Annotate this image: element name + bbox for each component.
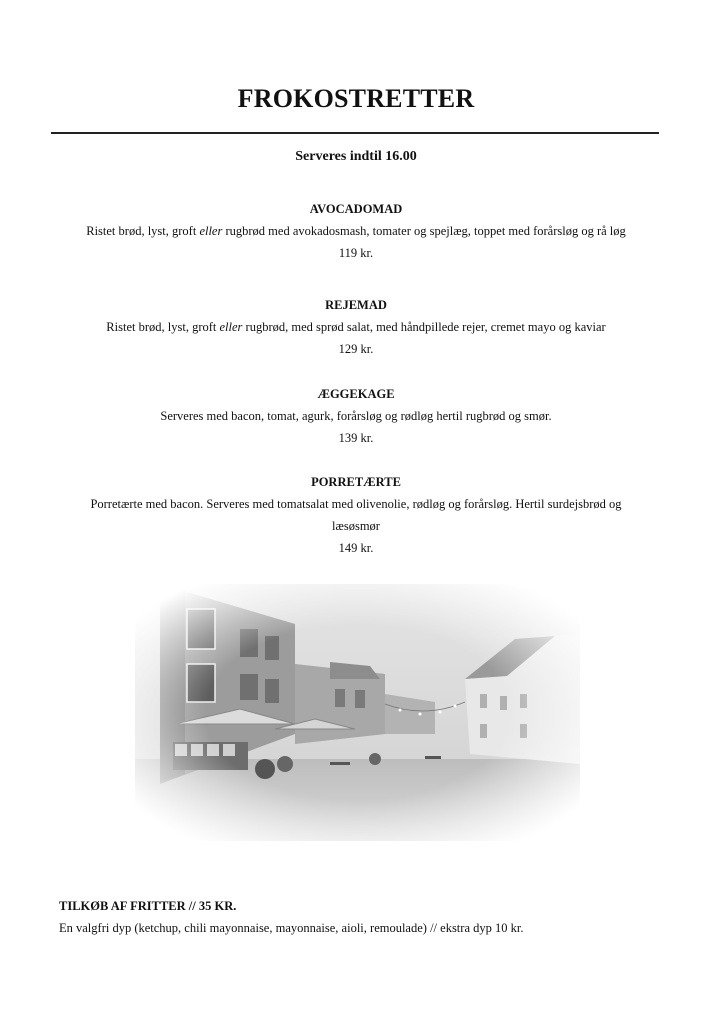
dish-aeggekage <box>60 383 652 449</box>
dish-price: 139 kr. <box>338 431 374 445</box>
dish-description: Porretærte med bacon. Serveres med tomatsalat med olivenolie, rødløg og forårsløg. Hertil surdejsbrød og læsøsmør <box>90 497 622 533</box>
fries-addon <box>59 895 659 939</box>
title-divider <box>51 132 659 134</box>
addon-title: TILKØB AF FRITTER // 35 KR. <box>59 899 237 913</box>
dish-description: Ristet brød, lyst, groft eller rugbrød med avokadosmash, tomater og spejlæg, toppet med forårsløg og rå løg <box>86 224 626 238</box>
dish-description: Serveres med bacon, tomat, agurk, forårsløg og rødløg hertil rugbrød og smør. <box>160 409 552 423</box>
dish-porretaerte <box>70 471 642 559</box>
dish-avocadomad <box>60 198 652 264</box>
page-title: FROKOSTRETTER <box>237 84 475 113</box>
dish-name: AVOCADOMAD <box>309 202 403 216</box>
dish-name: REJEMAD <box>325 298 387 312</box>
street-illustration <box>135 584 580 841</box>
dish-name: PORRETÆRTE <box>311 475 401 489</box>
serving-time: Serveres indtil 16.00 <box>295 149 417 164</box>
dish-rejemad <box>60 294 652 360</box>
addon-description: En valgfri dyp (ketchup, chili mayonnaise, mayonnaise, aioli, remoulade) // ekstra dyp 10 kr. <box>59 921 524 935</box>
dish-description: Ristet brød, lyst, groft eller rugbrød, med sprød salat, med håndpillede rejer, cremet mayo og kaviar <box>106 320 606 334</box>
dish-price: 119 kr. <box>338 246 374 260</box>
dish-price: 129 kr. <box>338 342 374 356</box>
dish-price: 149 kr. <box>338 541 374 555</box>
dish-name: ÆGGEKAGE <box>317 387 395 401</box>
